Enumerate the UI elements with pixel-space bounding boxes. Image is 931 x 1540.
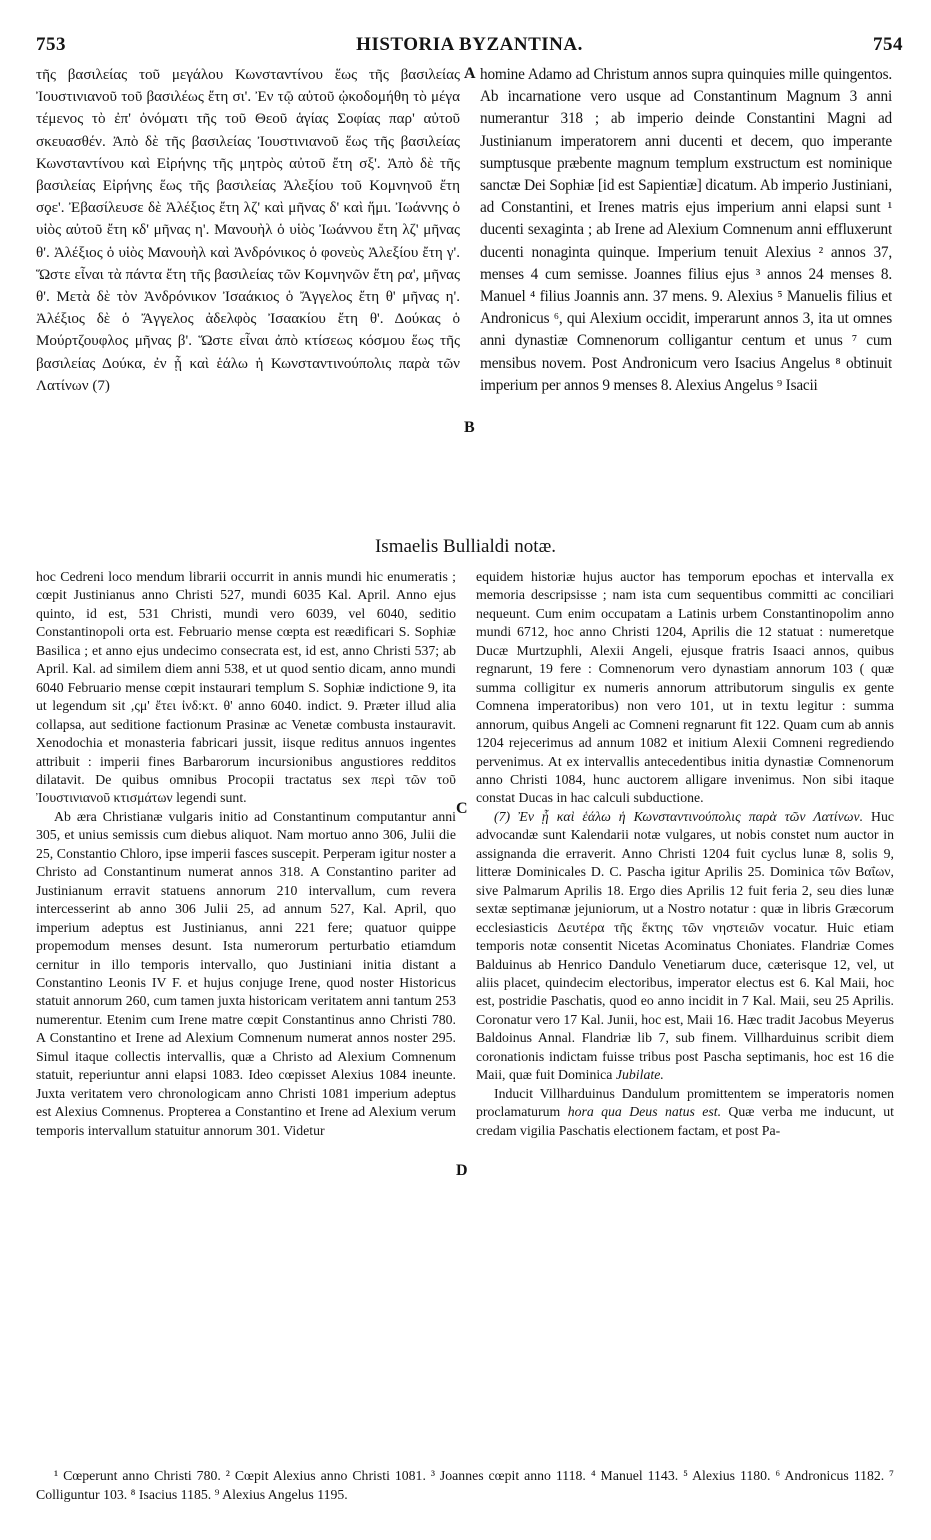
latin-text: homine Adamo ad Christum annos supra quinquies mille quingentos. Ab incarnatione vero usque ad Constantinum Magnum 3 anni numerantur 318 ; ab imperio deinde Constantini Magni ad Justinianum imperatorem anni ducenti et decem, quo imperante sumptusque præbente magnum templum exstructum est nominique sanctæ Dei Sophiæ [id est Sapientiæ] dicatum. Ab imperio Justiniani, ad Constantini, et Irenes matris ejus imperium anni elapsi sunt ¹ ducenti sexaginta ; ab Irene ad Alexium Comnenum anni effluxerunt ducenti nonaginta quinque. Imperium tenuit Alexius ² annos 37, menses 4 cum semisse. Joannes filius ejus ³ annos 24 menses 8. Manuel ⁴ filius Joannis ann. 37 mens. 9. Alexius ⁵ Manuelis filius et Andronicus ⁶, qui Alexium occidit, imperarunt annos 3, ita ut omnes anni dynastiæ Comnenorum colligantur centum et unus ⁷ cum mensibus novem. Post Andronicum vero Isacius Angelus ⁸ obtinuit imperium per annos 9 menses 8. Alexius Angelus ⁹ Isacii bbox=[480, 66, 892, 394]
margin-marker-a: A bbox=[464, 65, 476, 82]
notes-section-title: Ismaelis Bullialdi notæ. bbox=[374, 536, 557, 557]
running-header bbox=[36, 34, 903, 58]
latin-text-column bbox=[480, 64, 892, 397]
note-text: Inducit Villharduinus Dandulum promittentem se imperatoris nomen proclamaturum bbox=[476, 1085, 894, 1120]
page-number-left: 753 bbox=[36, 34, 66, 55]
greek-text: τῆς βασιλείας τοῦ μεγάλου Κωνσταντίνου ἕως τῆς βασιλείας Ἰουστινιανοῦ τοῦ βασιλέως ἔτη σι'. Ἐν τῷ αὐτοῦ ᾠκοδομήθη τὸ μέγα τέμενος τὸ ἐπ' ὀνόματι τῆς τοῦ Θεοῦ ἁγίας Σοφίας παρ' αὐτοῦ σκευασθέν. Ἀπὸ δὲ τῆς βασιλείας Ἰουστινιανοῦ ἕως τῆς βασιλείας Κωνσταντίνου καὶ Εἰρήνης τῆς μητρὸς αὐτοῦ ἔτη σξ'. Ἀπὸ δὲ τῆς βασιλείας Εἰρήνης ἕως τῆς βασιλείας Ἀλεξίου τοῦ Κομνηνοῦ ἔτη σϙε'. Ἐβασίλευσε δὲ Ἀλέξιος ἔτη λζ' καὶ μῆνας δ' καὶ ἥμι. Ἰωάννης ὁ υἱὸς αὐτοῦ ἔτη κδ' μῆνας η'. Μανουὴλ ὁ υἱὸς Ἰωάννου ἔτη λζ' μῆνας θ'. Ἀλέξιος ὁ υἱὸς Μανουὴλ καὶ Ἀνδρόνικος ὁ φονεὺς Ἀλεξίου ἔτη γ'. Ὥστε εἶναι τὰ πάντα ἔτη τῆς βασιλείας τῶν Κομνηνῶν ἔτη ρα', μῆνας θ'. Μετὰ δὲ τὸν Ἀνδρόνικον Ἰσαάκιος ὁ Ἄγγελος ἔτη θ' μῆνας η'. Ἀλέξιος δὲ ὁ Ἄγγελος ἀδελφὸς Ἰσαακίου ἔτη θ'. Δούκας ὁ Μούρτζουφλος μῆνας β'. Ὥστε εἶναι ἀπὸ κτίσεως κόσμου ἕως τῆς βασιλείας Δούκα, ἐν ᾗ καὶ ἑάλω ἡ Κωνσταντινούπολις παρὰ τῶν Λατίνων (7) bbox=[36, 67, 460, 394]
note-text: Quæ verba me inducunt, ut credam vigilia Paschatis electionem factam, et post Pa- bbox=[476, 1104, 894, 1138]
notes-left-column bbox=[36, 568, 456, 1140]
note-text-italic: Jubilate. bbox=[615, 1067, 664, 1083]
margin-marker-d: D bbox=[456, 1162, 468, 1179]
note-text-italic: hora qua Deus natus est. bbox=[567, 1104, 722, 1120]
footnote-text: ¹ Cœperunt anno Christi 780. ² Cœpit Alexius anno Christi 1081. ³ Joannes cœpit anno 1118. ⁴ Manuel 1143. ⁵ Alexius 1180. ⁶ Andronicus 1182. ⁷ Colliguntur 103. ⁸ Isacius 1185. ⁹ Alexius Angelus 1195. bbox=[36, 1468, 894, 1502]
notes-right-column bbox=[476, 568, 894, 1140]
note-paragraph: Ab æra Christianæ vulgaris initio ad Constantinum computantur anni 305, et unius semissis cum diebus aliquot. Nam mortuo anno 306, Julii die 25, Constantio Chloro, ipse imperii fasces suscepit. Perperam igitur noster a Christo ad Constantinum numerat annos 318. A Constantino pariter ad Justinianum erravit statuens annorum 210 intervallum, cum revera intercesserint ab anno 306 Julii 25, ad annum 527, Kal. April, quo imperium adeptus est Justinianus, anni 221 fere; quatuor quippe propemodum menses desunt. Ista numerorum perturbatio etiamdum cernitur in illo temporis intervallo, quo Justiniani initia distant a Constantino Leonis IV F. et hujus conjuge Irene, quod noster Historicus statuit annorum 260, cum tamen juxta historicam veritatem anni tantum 253 numerentur. Etenim cum Irene matre cœpit Constantinus anno Christi 780. A Constantino et Irene ad Alexium Comnenum numerat annos noster 295. Simul itaque collectis intervallis, quæ a Christo ad Alexium Comnenum statuit, reperiuntur anni elapsi 1083. Ideo cœpisset Alexius 1084 ineunte. Juxta veritatem vero chronologicam anno Christi 1081 imperium adeptus est Alexius Comnenus. Propterea a Constantino et Irene ad Alexium verum temporis intervallum statuitur annorum 301. Videtur bbox=[36, 808, 456, 1138]
margin-marker-b: B bbox=[464, 419, 475, 436]
note-paragraph: hoc Cedreni loco mendum librarii occurrit in annis mundi hic enumeratis ; cœpit Justinianus anno Christi 527, mundi 6035 Kal. April. Anno ejus quinto, id est, 531 Christi, mundi vero 6039, vel 6040, seditio Constantinopoli orta est. Februario mense cœpta est reædificari S. Sophiæ Basilica ; et anno ejus undecimo consecrata est, id est, anno Christi 537; ab April. Kal. ad similem diem anni 538, et ut quod sentio dicam, anno mundi 6040 Februario mense cœpit instaurari templum S. Sophiæ indictione 9, ita ut legendum sit ,ςμ' ἔτει ἰνδ:κτ. θ' anno 6040. indict. 9. Præter illud alia collapsa, aut seditione factionum Prasinæ ac Venetæ combusta instauravit. Xenodochia et monasteria fabricari jussit, iisque reditus annuos ingentes attribuit : imperii fines Barbarorum incursionibus angustiores redditos dilatavit. De quibus omnibus Procopii tractatus sex περὶ τῶν τοῦ Ἰουστινιανοῦ κτισμάτων legendi sunt. bbox=[36, 569, 456, 806]
margin-marker-c: C bbox=[456, 800, 468, 817]
note-paragraph bbox=[476, 1085, 894, 1140]
page-number-right: 754 bbox=[873, 34, 903, 55]
note-lemma: (7) Ἐν ᾗ καὶ ἑάλω ἡ Κωνσταντινούπολις παρὰ τῶν Λατίνων. bbox=[494, 808, 864, 824]
note-paragraph bbox=[476, 808, 894, 1085]
note-text: Huc advocandæ sunt Kalendarii notæ vulgares, ut nobis constet num auctor in assignanda die erraverit. Anno Christi 1204 fuit cyclus lunæ 8, solis 9, litteræ Dominicales D. C. Pascha igitur Aprilis 25. Dominica τῶν Βαΐων, sive Palmarum Aprilis 18. Ergo dies Aprilis 12 fuit feria 2, seu dies lunæ sextæ septimanæ jejuniorum, ut a Nostro notatur : quæ in libris Græcorum ecclesiasticis Δευτέρα τῆς ἕκτης τῶν νηστειῶν vocatur. Huic etiam temporis notæ consentit Nicetas Acominatus Choniates. Flandriæ Comes Balduinus ab Henrico Dandulo Venetiarum duce, cæterisque 12, vel, ut aliis placet, quindecim electoribus, imperator electus est 6. Kal Maii, hoc est, postridie Paschatis, quod eo anno incidit in 7 Kal. Maii, seu 25 Aprilis. Coronatur vero 17 Kal. Junii, hoc est, Maii 16. Hæc tradit Jacobus Meyerus Baldoinus Annal. Flandriæ lib 7, sub finem. Villharduinus scribit diem coronationis indictam fuisse tribus post Pascha septimanis, hoc est 16 die Maii, quæ fuit Dominica bbox=[476, 808, 894, 1083]
greek-text-column bbox=[36, 64, 460, 397]
running-title: HISTORIA BYZANTINA. bbox=[356, 34, 583, 55]
note-paragraph: equidem historiæ hujus auctor has temporum epochas et intervalla ex memoria descripsisse ; nam ista cum sequentibus committi ac conciliari nequeunt. Cum enim occupatam a Latinis urbem Constantinopolim anno mundi 6712, hoc anno Christi 1204, Aprilis die 12 statuat : numeretque Ducæ Murtzuphli, Alexii Angeli, ejusque fratris Isaaci annos, quibus regnarunt, 19 fere : Comnenorum vero dynastiam annorum 103 ( quæ summa colligitur ex numeris annorum attributorum singulis ex gente Comnena imperatoribus) non vero 101, ut in textu legitur : summa annorum, quibus Angeli ac Comneni regnarunt fit 122. Quam cum ab annis 1204 rejecerimus ad annum 1082 et initium Alexii Comneni regrediendo pervenimus. At ex intervallis antecedentibus initia dynastiæ Comnenorum anno Christi 1084, hunc auctorem alligare invenimus. Non sibi itaque constat Ducas in hac calculi subductione. bbox=[476, 569, 894, 806]
footnotes bbox=[36, 1466, 894, 1504]
